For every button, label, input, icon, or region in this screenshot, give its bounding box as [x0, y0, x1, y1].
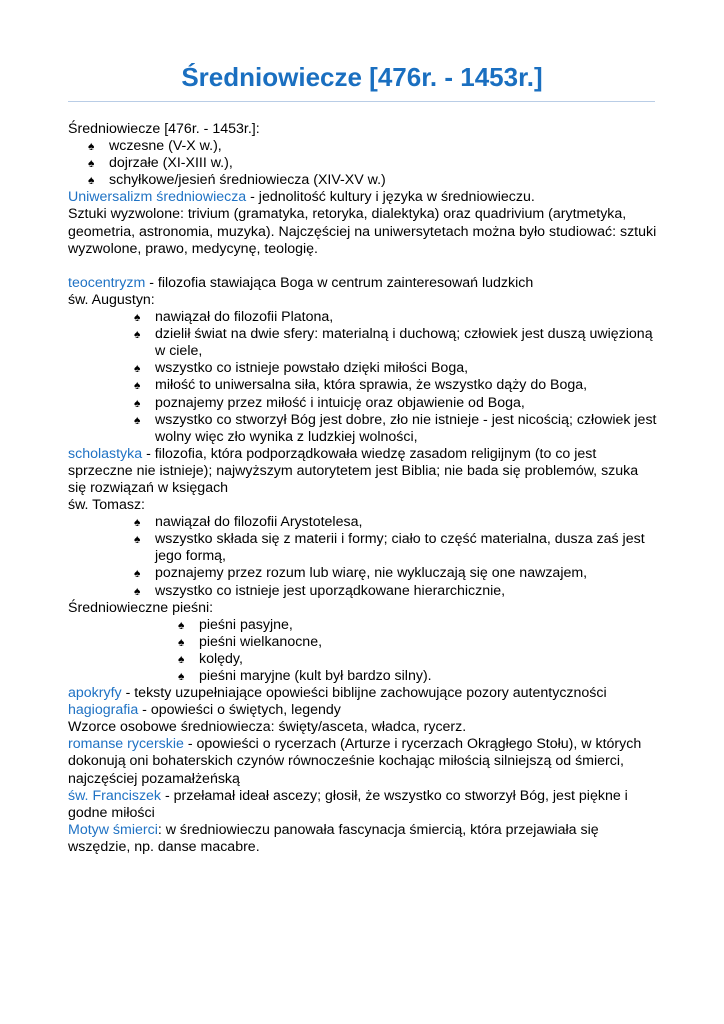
spade-bullet-icon: ♠ — [178, 617, 185, 632]
arts-paragraph: Sztuki wyzwolone: trivium (gramatyka, retoryka, dialektyka) oraz quadrivium (arytmetyka, geometria, astronomia, muzyka). Najczęściej na uniwersytetach można było studiować: sztuki wyzwolone, prawo, medycynę, teologię. — [68, 206, 657, 257]
spade-bullet-icon: ♠ — [178, 651, 185, 666]
spade-bullet-icon: ♠ — [134, 378, 141, 393]
list-item: ♠ dzielił świat na dwie sfery: materialną i duchową; człowiek jest duszą uwięzioną w ciele, — [134, 326, 653, 360]
spade-bullet-icon: ♠ — [88, 156, 95, 171]
term-scholasticism: scholastyka — [68, 445, 143, 462]
spade-bullet-icon: ♠ — [134, 327, 141, 342]
hagiography-paragraph: hagiografia - opowieści o świętych, legendy — [68, 702, 341, 719]
term-romances: romanse rycerskie — [68, 736, 184, 753]
term-apocrypha: apokryfy — [68, 685, 122, 702]
francis-paragraph: św. Franciszek - przełamał ideał ascezy; głosił, że wszystko co stworzył Bóg, jest piękne i godne miłości — [68, 787, 628, 821]
spade-bullet-icon: ♠ — [134, 310, 141, 325]
term-francis: św. Franciszek — [68, 787, 162, 804]
apocrypha-paragraph: apokryfy - teksty uzupełniające opowieści biblijne zachowujące pozory autentyczności — [68, 685, 607, 702]
spade-bullet-icon: ♠ — [88, 173, 95, 188]
periods-list — [68, 138, 658, 189]
term-universalism: Uniwersalizm średniowiecza — [68, 189, 247, 206]
spade-bullet-icon: ♠ — [134, 412, 141, 427]
thomas-heading: św. Tomasz: — [68, 497, 146, 514]
songs-list — [68, 617, 658, 685]
universalism-paragraph: Uniwersalizm średniowiecza - jednolitość kultury i języka w średniowieczu. — [68, 189, 535, 206]
list-item: ♠ pieśni maryjne (kult był bardzo silny). — [178, 668, 432, 684]
romances-paragraph: romanse rycerskie - opowieści o rycerzach (Arturze i rycerzach Okrągłego Stołu), w których dokonują oni bohaterskich czynów równocześnie kochając miłością silniejszą od śmierci, najczęściej pozamałżeńską — [68, 736, 642, 787]
spade-bullet-icon: ♠ — [134, 361, 141, 376]
death-motif-paragraph: Motyw śmierci: w średniowieczu panowała fascynacja śmiercią, która przejawiała się wszędzie, np. danse macabre. — [68, 821, 599, 855]
spade-bullet-icon: ♠ — [134, 583, 141, 598]
spade-bullet-icon: ♠ — [134, 566, 141, 581]
thomas-list — [68, 514, 658, 599]
spade-bullet-icon: ♠ — [178, 669, 185, 683]
list-item: ♠ wszystko co istnieje jest uporządkowane hierarchicznie, — [134, 582, 506, 599]
role-models-paragraph: Wzorce osobowe średniowiecza: święty/asceta, władca, rycerz. — [68, 719, 467, 736]
list-item: ♠ wszystko co istnieje powstało dzięki miłości Boga, — [134, 360, 469, 377]
list-item: ♠ wczesne (V-X w.), — [88, 138, 222, 155]
spade-bullet-icon: ♠ — [88, 139, 95, 154]
list-item: ♠ wszystko co stworzył Bóg jest dobre, zło nie istnieje - jest nicością; człowiek jest wolny więc zło wynika z ludzkiej wolności, — [134, 411, 657, 445]
list-item: ♠ nawiązał do filozofii Arystotelesa, — [134, 514, 363, 531]
list-item: ♠ schyłkowe/jesień średniowiecza (XIV-XV w.) — [88, 172, 386, 189]
augustine-heading: św. Augustyn: — [68, 291, 155, 308]
blank-line — [68, 258, 658, 275]
page-title: Średniowiecze [476r. - 1453r.] — [181, 62, 543, 92]
list-item: ♠ miłość to uniwersalna siła, która sprawia, że wszystko dąży do Boga, — [134, 377, 588, 394]
spade-bullet-icon: ♠ — [178, 634, 185, 649]
spade-bullet-icon: ♠ — [134, 395, 141, 410]
augustine-list — [68, 309, 658, 446]
periods-intro: Średniowiecze [476r. - 1453r.]: — [68, 121, 260, 137]
list-item: ♠ pieśni pasyjne, — [178, 616, 293, 633]
list-item: ♠ wszystko składa się z materii i formy; ciało to część materialna, dusza zaś jest jego formą, — [134, 531, 645, 565]
theocentrism-paragraph: teocentryzm - filozofia stawiająca Boga w centrum zainteresowań ludzkich — [68, 274, 534, 291]
term-death-motif: Motyw śmierci — [68, 821, 158, 838]
document-body — [68, 121, 658, 856]
songs-heading: Średniowieczne pieśni: — [68, 599, 214, 616]
list-item: ♠ nawiązał do filozofii Platona, — [134, 309, 334, 326]
list-item: ♠ poznajemy przez miłość i intuicję oraz objawienie od Boga, — [134, 394, 525, 411]
spade-bullet-icon: ♠ — [134, 515, 141, 530]
scholasticism-paragraph: scholastyka - filozofia, która podporządkowała wiedzę zasadom religijnym (to co jest sprzeczne nie istnieje); najwyższym autorytetem jest Biblia; nie bada się problemów, szuka się rozwiązań w księgach — [68, 445, 639, 496]
title-divider — [68, 101, 655, 102]
term-theocentrism: teocentryzm — [68, 274, 146, 291]
list-item: ♠ kolędy, — [178, 650, 243, 667]
list-item: ♠ dojrzałe (XI-XIII w.), — [88, 155, 233, 172]
list-item: ♠ poznajemy przez rozum lub wiarę, nie wykluczają się one nawzajem, — [134, 565, 588, 582]
spade-bullet-icon: ♠ — [134, 532, 141, 547]
term-hagiography: hagiografia — [68, 702, 139, 719]
list-item: ♠ pieśni wielkanocne, — [178, 633, 323, 650]
